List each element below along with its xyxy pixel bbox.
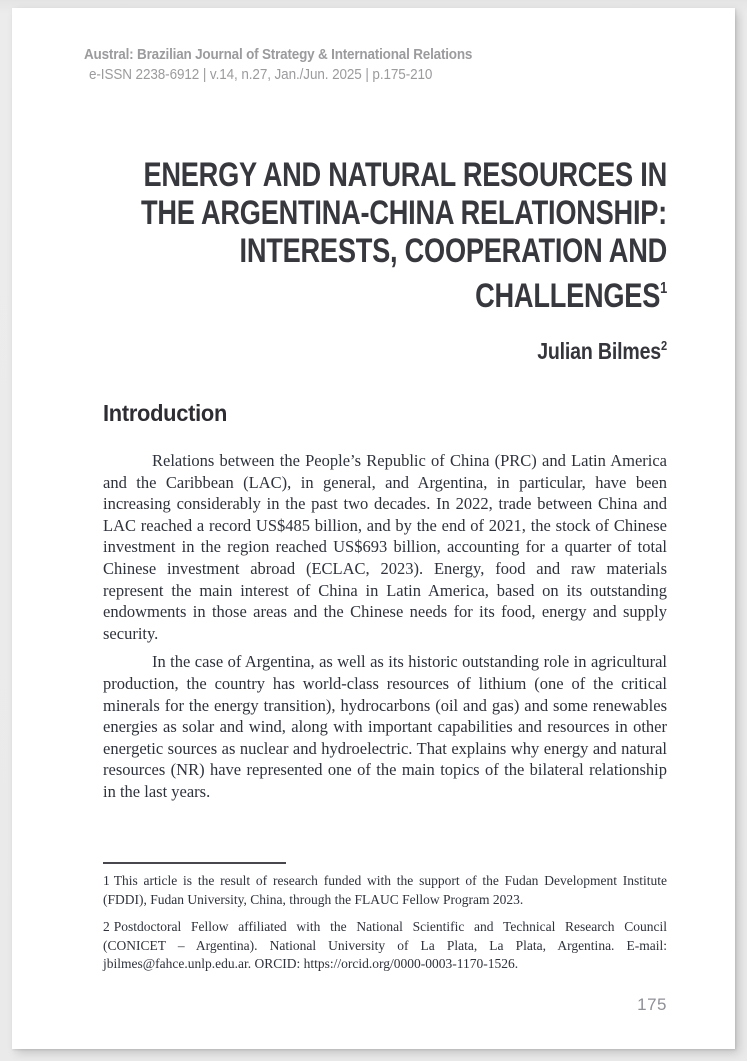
footnote-1-text: This article is the result of research funded with the support of the Fudan Development Institute (FDDI), Fudan University, China, through the FLAUC Fellow Program 2023. xyxy=(103,873,667,907)
author-name xyxy=(327,338,667,365)
body-paragraph-2: In the case of Argentina, as well as its historic outstanding role in agricultural production, the country has world-class resources of lithium (one of the critical minerals for the energy transition), hydrocarbons (oil and gas) and some renewables energies as solar and wind, along with important capabilities and resources in other energetic sources as nuclear and hydroelectric. That explains why energy and natural resources (NR) have represented one of the main topics of the bilateral relationship in the last years. xyxy=(103,652,667,801)
article-title-line-4 xyxy=(107,270,667,315)
article-title-line-4-text: CHALLENGES xyxy=(475,277,661,315)
section-heading-introduction: Introduction xyxy=(103,400,228,426)
footnote-2-text: Postdoctoral Fellow affiliated with the National Scientific and Technical Research Council (CONICET – Argentina). National University of La Plata, La Plata, Argentina. E-mail: jbilmes@fahce.unlp.edu.ar. ORCID: https://orcid.org/0000-0003-1170-1526. xyxy=(103,919,667,971)
author-footnote-marker: 2 xyxy=(661,338,667,353)
footnote-2-marker: 2 xyxy=(103,919,110,934)
document-page xyxy=(12,8,735,1049)
title-footnote-marker: 1 xyxy=(660,280,667,297)
issue-info: e-ISSN 2238-6912 | v.14, n.27, Jan./Jun. 2025 | p.175-210 xyxy=(89,67,433,83)
footnote-1-marker: 1 xyxy=(103,873,110,888)
article-title-line-1: ENERGY AND NATURAL RESOURCES IN xyxy=(143,156,668,194)
author-name-text: Julian Bilmes xyxy=(537,338,662,364)
page-number: 175 xyxy=(637,995,667,1014)
footnote-separator-rule xyxy=(103,862,286,864)
article-body xyxy=(103,450,667,803)
footnotes-section xyxy=(103,862,667,974)
author-block xyxy=(267,338,667,365)
footnote-2 xyxy=(103,918,667,974)
article-title xyxy=(0,156,667,315)
body-paragraph-1: Relations between the People’s Republic of China (PRC) and Latin America and the Caribbean (LAC), in general, and Argentina, in particular, have been increasing considerably in the past two decades. In 2022, trade between China and LAC reached a record US$485 billion, and by the end of 2021, the stock of Chinese investment in the region reached US$693 billion, accounting for a quarter of total Chinese investment abroad (ECLAC, 2023). Energy, food and raw materials represent the main interest of China in Latin America, based on its outstanding endowments in those areas and the Chinese needs for its food, energy and supply security. xyxy=(103,451,667,643)
article-title-line-2: THE ARGENTINA-CHINA RELATIONSHIP: xyxy=(141,194,667,232)
journal-title: Austral: Brazilian Journal of Strategy & International Relations xyxy=(84,47,473,63)
footnote-1 xyxy=(103,872,667,909)
article-title-line-3: INTERESTS, COOPERATION AND xyxy=(239,232,667,270)
running-header xyxy=(84,46,501,84)
